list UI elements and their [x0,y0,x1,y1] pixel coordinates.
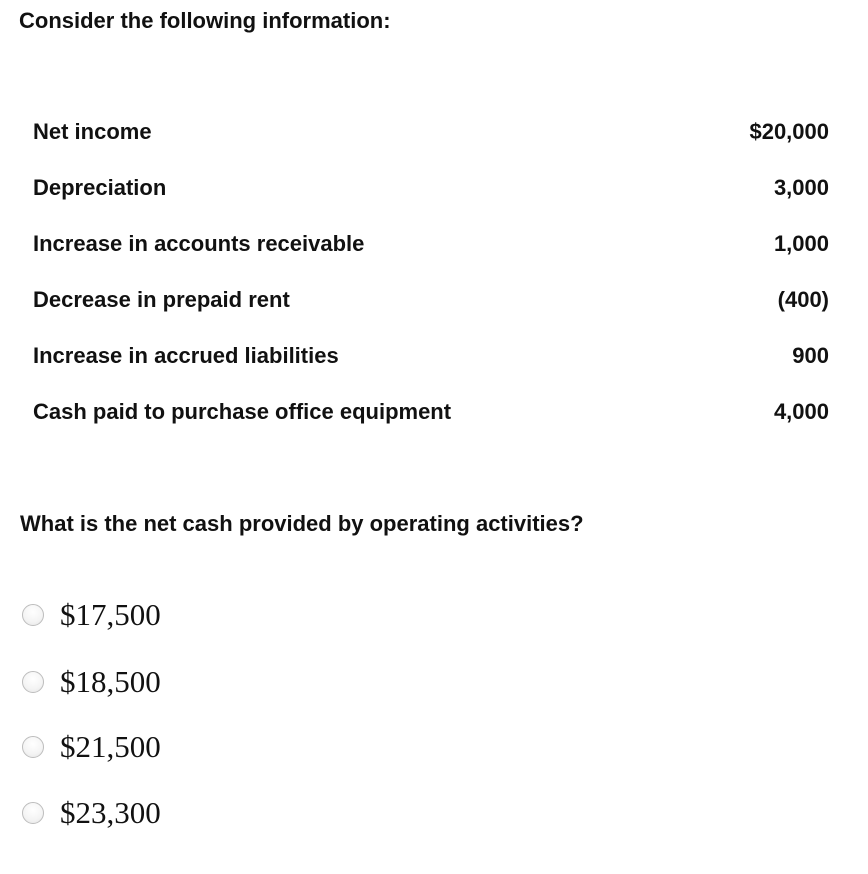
info-row [33,175,829,205]
info-value: 900 [792,343,829,368]
info-value: 1,000 [773,231,829,256]
info-label: Decrease in prepaid rent [33,287,290,312]
info-value: 4,000 [773,399,829,424]
answer-option-3[interactable] [22,727,161,767]
info-row [33,119,829,149]
info-label: Increase in accrued liabilities [33,343,339,368]
info-row [33,231,829,261]
answer-option-4[interactable] [22,793,161,833]
info-value: (400) [777,287,829,312]
radio-button[interactable] [22,671,44,693]
info-row [33,287,829,317]
radio-button[interactable] [22,736,44,758]
info-label: Depreciation [33,175,167,200]
option-label: $23,300 [60,795,161,830]
question-text: What is the net cash provided by operating activities? [20,511,584,536]
answer-option-1[interactable] [22,595,161,635]
info-label: Cash paid to purchase office equipment [33,399,452,424]
intro-heading: Consider the following information: [19,8,391,33]
info-value: $20,000 [749,119,829,144]
radio-button[interactable] [22,802,44,824]
option-label: $17,500 [60,597,161,632]
info-label: Increase in accounts receivable [33,231,365,256]
info-value: 3,000 [773,175,829,200]
info-row [33,343,829,373]
option-label: $18,500 [60,664,161,699]
radio-button[interactable] [22,604,44,626]
option-label: $21,500 [60,729,161,764]
info-label: Net income [33,119,152,144]
info-row [33,399,829,429]
answer-option-2[interactable] [22,662,161,702]
